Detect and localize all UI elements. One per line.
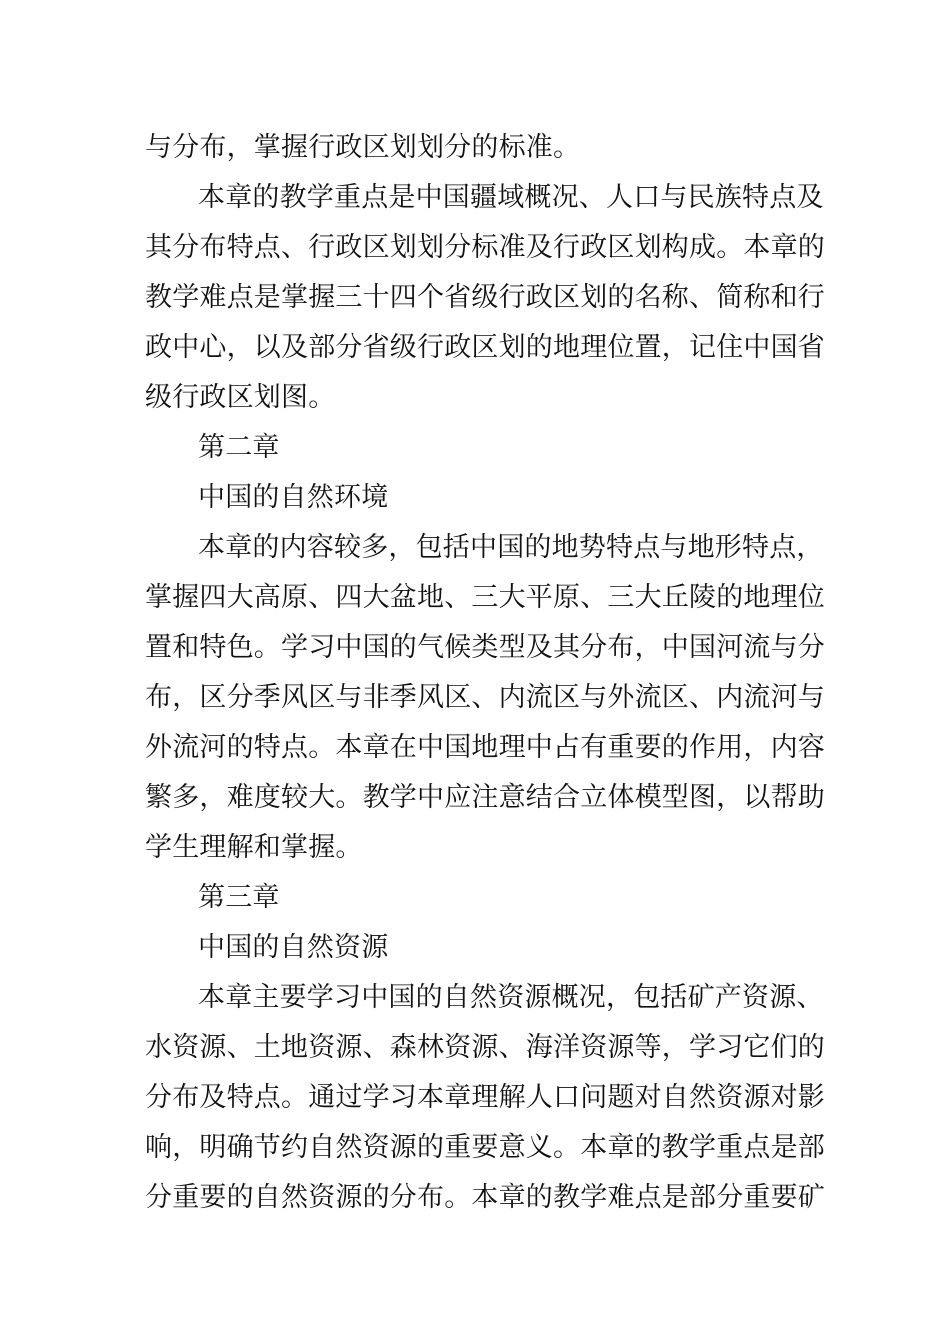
text-line-5: 政中心，以及部分省级行政区划的地理位置，记住中国省 — [145, 332, 825, 363]
text-line-18: 本章主要学习中国的自然资源概况，包括矿产资源、 — [198, 982, 824, 1013]
text-line-10: 掌握四大高原、四大盆地、三大平原、三大丘陵的地理位 — [145, 582, 825, 613]
text-line-15: 学生理解和掌握。 — [145, 832, 363, 863]
text-line-6: 级行政区划图。 — [145, 382, 336, 413]
text-line-19: 水资源、土地资源、森林资源、海洋资源等，学习它们的 — [145, 1032, 825, 1063]
text-line-3: 其分布特点、行政区划划分标准及行政区划构成。本章的 — [145, 232, 825, 263]
text-line-20: 分布及特点。通过学习本章理解人口问题对自然资源对影 — [145, 1082, 825, 1113]
text-line-22: 分重要的自然资源的分布。本章的教学难点是部分重要矿 — [145, 1182, 825, 1213]
chapter-heading-2: 第二章 — [198, 432, 280, 463]
chapter-title-2: 中国的自然环境 — [198, 482, 389, 513]
text-line-9: 本章的内容较多，包括中国的地势特点与地形特点， — [198, 532, 824, 563]
text-line-2: 本章的教学重点是中国疆域概况、人口与民族特点及 — [198, 182, 824, 213]
text-line-11: 置和特色。学习中国的气候类型及其分布，中国河流与分 — [145, 632, 825, 663]
text-line-4: 教学难点是掌握三十四个省级行政区划的名称、简称和行 — [145, 282, 825, 313]
text-line-13: 外流河的特点。本章在中国地理中占有重要的作用，内容 — [145, 732, 825, 763]
chapter-heading-3: 第三章 — [198, 882, 280, 913]
text-line-21: 响，明确节约自然资源的重要意义。本章的教学重点是部 — [145, 1132, 825, 1163]
chapter-title-3: 中国的自然资源 — [198, 932, 389, 963]
text-line-12: 布，区分季风区与非季风区、内流区与外流区、内流河与 — [145, 682, 825, 713]
text-line-14: 繁多，难度较大。教学中应注意结合立体模型图，以帮助 — [145, 782, 825, 813]
text-line-1: 与分布，掌握行政区划划分的标准。 — [145, 132, 581, 163]
